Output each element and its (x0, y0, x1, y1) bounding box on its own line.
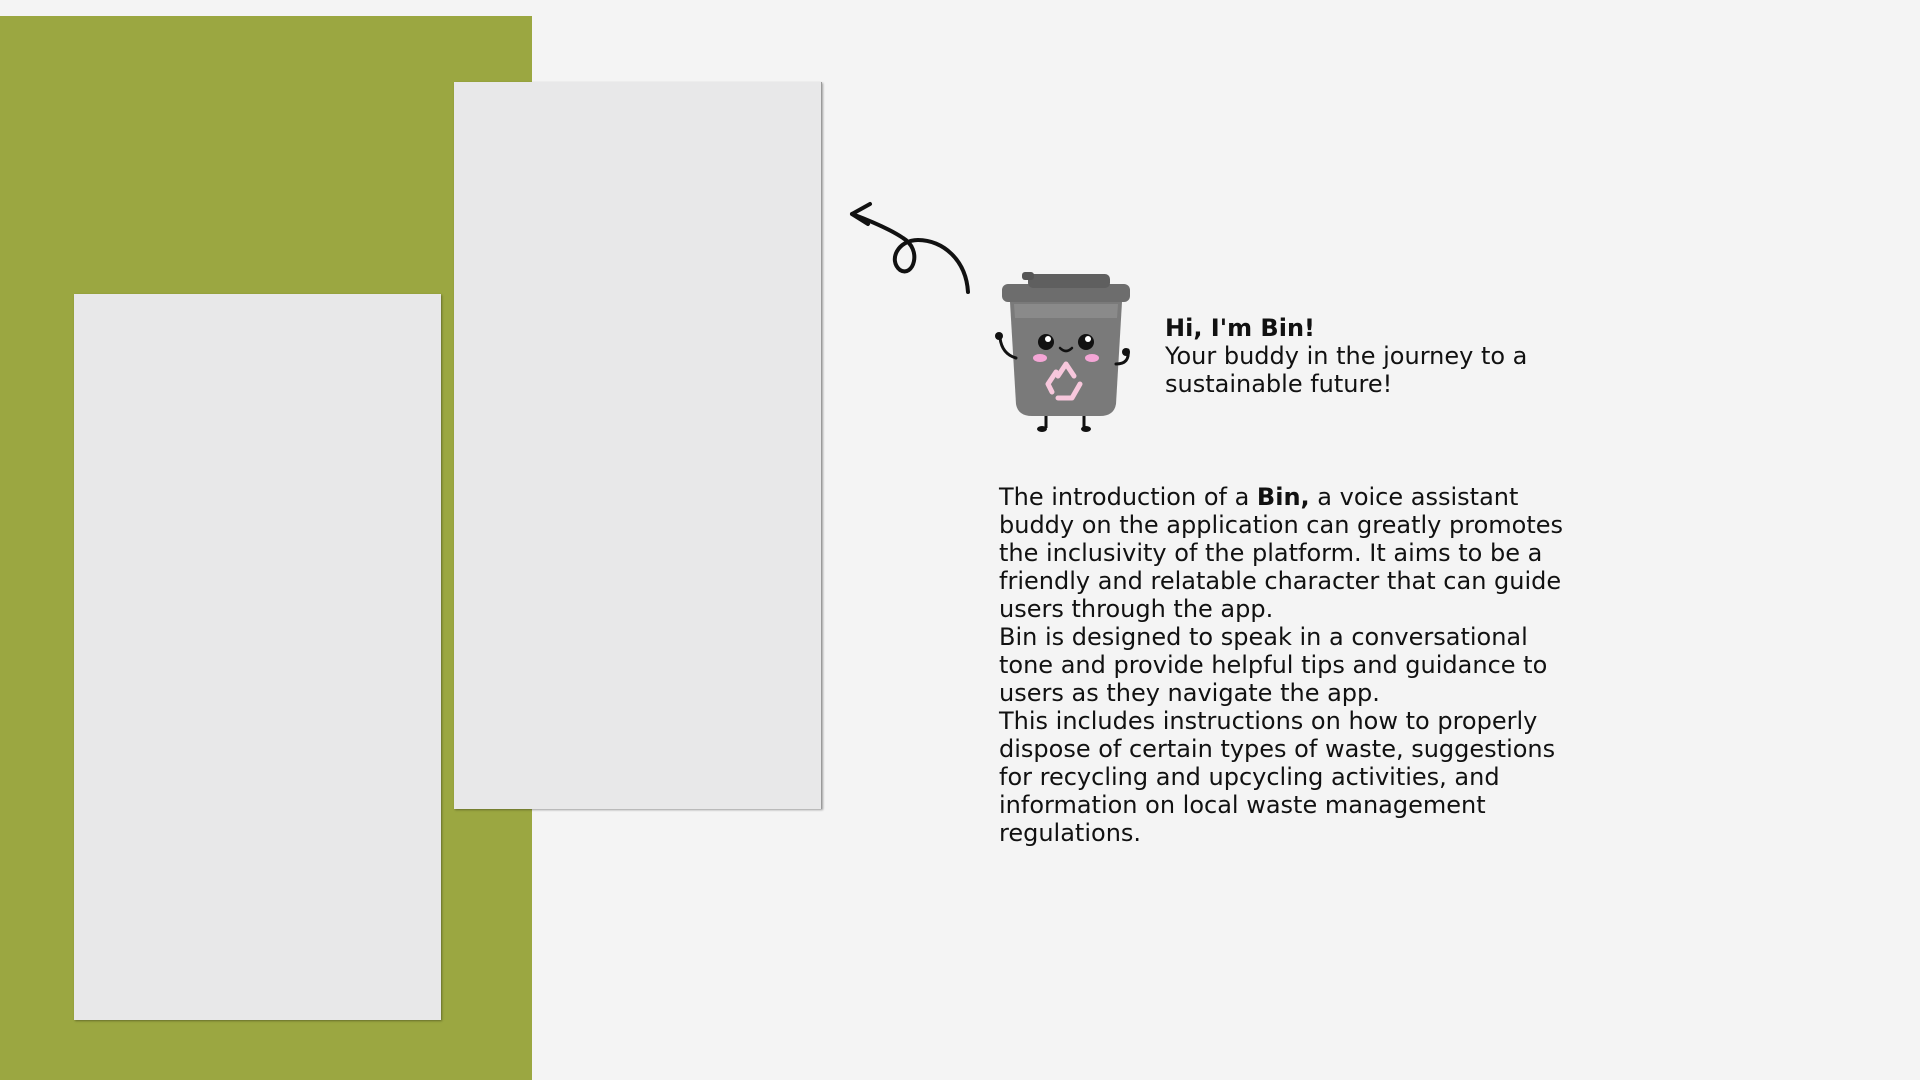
description-paragraph-2: Bin is designed to speak in a conversational tone and provide helpful tips and guidance to users as they navigate the app. (999, 623, 1548, 707)
description-p1-before: The introduction of a (999, 483, 1257, 511)
curly-arrow-icon (848, 200, 978, 300)
description-p1-after: a voice assistant buddy on the application can greatly promotes the inclusivity of the platform. It aims to be a friendly and relatable character that can guide users through the app. (999, 483, 1563, 623)
phone-screen-placeholder-back (454, 82, 822, 809)
phone-screen-placeholder-front (74, 294, 441, 1020)
description-block (999, 483, 1579, 847)
recycling-bin-mascot-icon (988, 268, 1144, 438)
greeting-block (1165, 314, 1585, 398)
greeting-title: Hi, I'm Bin! (1165, 314, 1315, 342)
description-paragraph-1 (999, 483, 1579, 623)
description-p1-bold: Bin, (1256, 483, 1310, 511)
greeting-subtitle: Your buddy in the journey to a sustainable future! (1165, 342, 1528, 398)
description-paragraph-3: This includes instructions on how to properly dispose of certain types of waste, suggestions for recycling and upcycling activities, and information on local waste management regulations. (999, 707, 1556, 847)
